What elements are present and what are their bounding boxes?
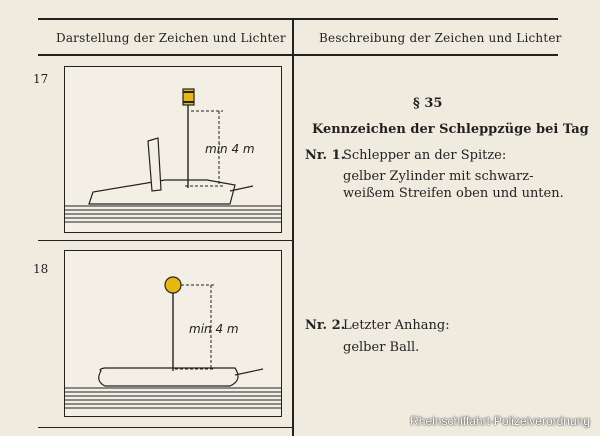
bottom-rule — [38, 427, 292, 428]
top-rule — [38, 18, 558, 20]
water-lines — [65, 388, 281, 408]
figure-18 — [64, 250, 282, 417]
item-1-description-line-1: gelber Zylinder mit schwarz- — [343, 169, 534, 184]
tow-line — [235, 369, 263, 375]
column-divider — [292, 18, 294, 436]
paragraph-number: § 35 — [413, 96, 443, 111]
yellow-ball-signal — [165, 277, 181, 293]
item-2-description: gelber Ball. — [343, 340, 420, 355]
figure-17 — [64, 66, 282, 233]
item-1-description-line-2: weißem Streifen oben und unten. — [343, 186, 564, 201]
figure-17-distance-label: min 4 m — [205, 142, 255, 156]
barge-hull — [99, 368, 238, 386]
figure-number-18: 18 — [33, 262, 49, 276]
item-1-heading: Schlepper an der Spitze: — [343, 148, 507, 163]
header-bottom-rule — [38, 54, 558, 56]
figure-18-drawing — [65, 251, 281, 416]
water-lines — [65, 206, 281, 222]
item-1-number: Nr. 1. — [305, 148, 346, 163]
figure-18-distance-label: min 4 m — [189, 322, 239, 336]
tug-hull — [89, 180, 235, 204]
figure-number-17: 17 — [33, 72, 49, 86]
item-2-heading: Letzter Anhang: — [343, 318, 450, 333]
section-title: Kennzeichen der Schleppzüge bei Tag — [312, 122, 589, 137]
row-divider — [38, 240, 292, 241]
header-left: Darstellung der Zeichen und Lichter — [56, 31, 286, 45]
item-2-number: Nr. 2. — [305, 318, 346, 333]
watermark: Rheinschiffahrt-Polizeiverordnung — [410, 414, 590, 428]
header-right: Beschreibung der Zeichen und Lichter — [319, 31, 562, 45]
